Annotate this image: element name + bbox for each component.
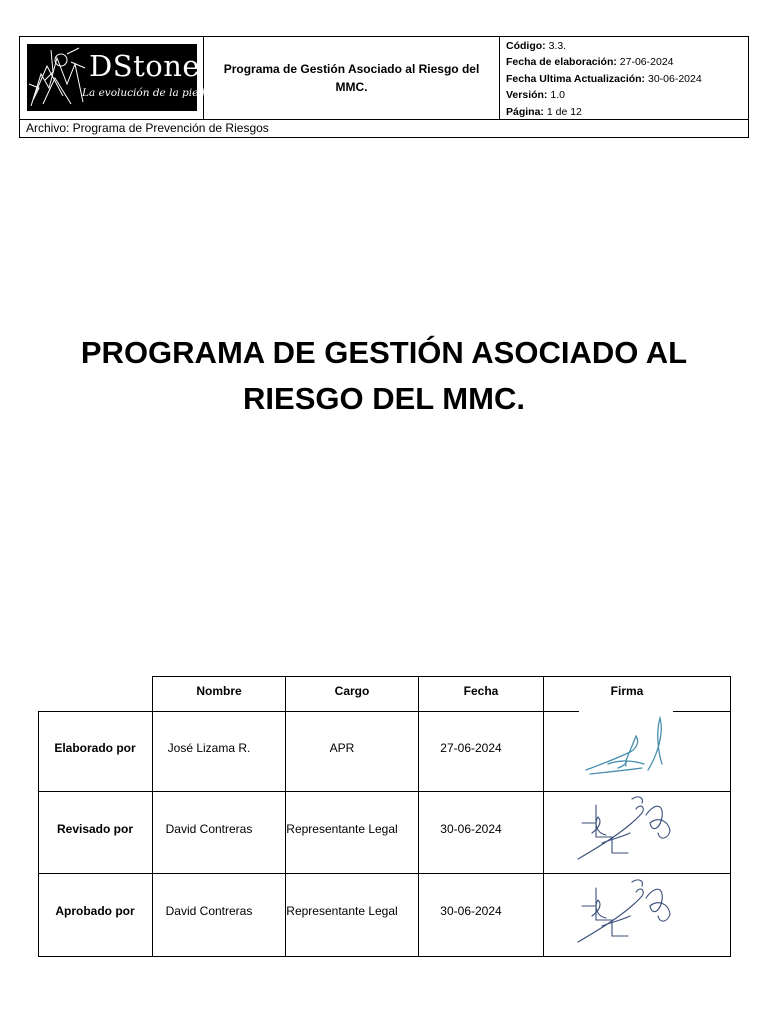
page-title [40,330,728,422]
row-role-revisado: Revisado por [56,822,134,836]
meta-created-date: Fecha de elaboración: 27-06-2024 [506,56,674,69]
header-archivo: Archivo: Programa de Prevención de Riesgos [20,119,748,138]
row-cargo: APR [329,740,355,755]
header-meta [500,37,749,119]
meta-page: Página: 1 de 12 [506,105,582,118]
signature-aprobado [572,876,682,948]
logo-wordmark: DStone [89,49,201,83]
row-role-elaborado: Elaborado por [54,740,136,755]
logo-tagline: La evolución de la piedra [82,87,217,99]
page-title-line-1: PROGRAMA DE GESTIÓN ASOCIADO AL [80,335,688,370]
table-col-divider [285,676,286,957]
row-cargo: Representante Legal [286,904,398,918]
document-header [19,36,749,138]
row-nombre: José Lizama R. [167,740,251,755]
page-title-line-2: RIESGO DEL MMC. [243,381,525,416]
col-header-firma: Firma [610,683,644,698]
table-row-divider [673,711,731,712]
table-border-right [730,676,731,957]
row-cargo: Representante Legal [286,822,398,836]
row-fecha: 27-06-2024 [440,740,502,755]
col-header-fecha: Fecha [463,683,499,698]
row-fecha: 30-06-2024 [440,904,502,918]
table-border-bottom [38,956,731,957]
row-nombre: David Contreras [165,904,253,918]
table-row-divider [38,791,731,792]
table-col-divider [543,676,544,957]
table-col-divider [418,676,419,957]
row-fecha: 30-06-2024 [440,822,502,836]
table-border-top [152,676,731,677]
logo-cell [20,37,217,119]
table-row-divider [38,711,579,712]
table-row-divider [38,873,731,874]
signature-revisado [572,793,682,865]
meta-code: Código: 3.3. [506,40,567,52]
col-header-nombre: Nombre [196,683,242,698]
table-border-left [38,711,39,957]
signature-elaborado [578,712,678,782]
table-col-divider [152,676,153,957]
row-role-aprobado: Aprobado por [55,904,135,918]
row-nombre: David Contreras [165,822,253,836]
meta-version: Versión: 1.0 [506,89,565,102]
meta-updated-date: Fecha Ultima Actualización: 30-06-2024 [506,72,702,85]
col-header-cargo: Cargo [334,683,370,698]
company-logo [27,44,217,111]
header-doc-title: Programa de Gestión Asociado al Riesgo del MMC. [204,37,500,119]
